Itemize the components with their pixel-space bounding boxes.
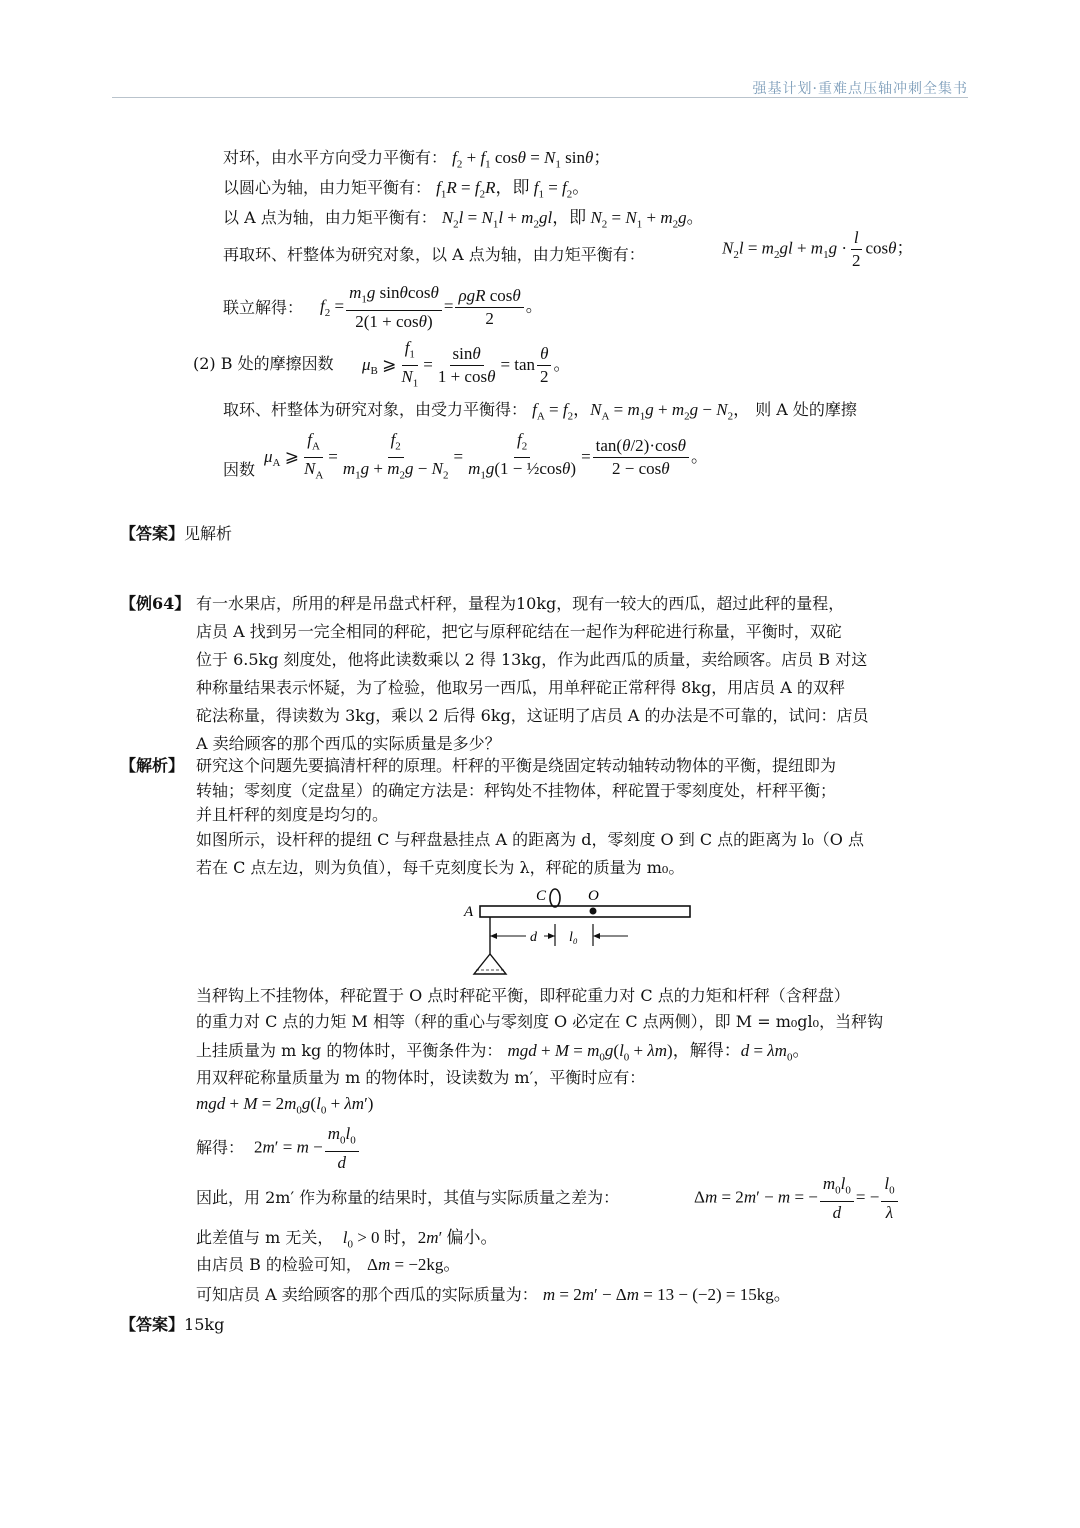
equation-whole-torque: $N_2l = m_2gl + m_1g$ · $\frac{l}{2}$ cosθ；: [722, 228, 914, 270]
equation-torque-A: $N_2l = N_1l + m_2gl$，即 $N_2 = N_1 + m_2g$。: [441, 208, 704, 231]
analysis-line-1: 研究这个问题先要搞清杆秤的原理。杆秤的平衡是绕固定转动轴转动物体的平衡，提纽即为: [196, 756, 837, 775]
label-d: d: [530, 930, 537, 945]
example-line-6: A 卖给顾客的那个西瓜的实际质量是多少？: [196, 734, 501, 753]
label-C: C: [536, 888, 547, 904]
part2-line-2: 取环、杆整体为研究对象，由受力平衡得： $f_A = f_2$，$N_A = m_1g + m_2g - N_2$， 则 A 处的摩擦: [223, 400, 857, 423]
equation-balance-single: mgd + $M = m_0g(l_0 + \lambda m)$，解得：$d = \lambda m_0$。: [507, 1041, 810, 1064]
equation-muB: $\mu_B$ ⩾ $\frac{f_1}{N_1}$ = $\frac{\sin\theta}{1 + \cos\theta}$ = tan $\frac{\theta}{2}$ 。: [362, 338, 571, 390]
equation-solve-m-prime: 2m′ = m − $\frac{m_0l_0}{d}$: [254, 1124, 361, 1173]
analysis-line-12: 此差值与 m 无关， $l_0 > 0$ 时，2m′ 偏小。: [196, 1228, 498, 1251]
lifting-loop-C: [550, 889, 560, 907]
answer-1: 【答案】见解析: [120, 524, 233, 543]
label-O: O: [588, 888, 599, 904]
analysis-line-3: 并且杆秤的刻度是均匀的。: [196, 805, 389, 824]
steelyard-beam: [480, 906, 690, 917]
part2-line-3: 因数: [223, 460, 256, 479]
solution-line-5: 联立解得：: [223, 298, 304, 317]
analysis-line-10: 解得：: [196, 1138, 245, 1157]
example-line-2: 店员 A 找到另一完全相同的秤砣，把它与原秤砣结在一起作为秤砣进行称量，平衡时，双砣: [196, 622, 842, 641]
arrow-head: [593, 933, 600, 939]
analysis-line-11: 因此，用 2m′ 作为称量的结果时，其值与实际质量之差为：: [196, 1188, 620, 1207]
equation-balance-double: mgd + $M = 2m_0g(l_0 + \lambda m')$: [196, 1094, 374, 1117]
analysis-line-13: 由店员 B 的检验可知， Δm = −2kg。: [196, 1255, 461, 1274]
solution-line-1: 对环，由水平方向受力平衡有： $f_2 + f_1$ $\cos\theta = N_1$ sinθ；: [223, 148, 611, 171]
solution-line-2: 以圆心为轴，由力矩平衡有： $f_1R = f_2R$，即 $f_1 = f_2$。: [223, 178, 590, 201]
label-l0: l₀: [569, 930, 578, 945]
answer-2: 【答案】15kg: [120, 1315, 225, 1334]
scale-pan: [474, 954, 506, 974]
equation-delta-m: Δm = 2m′ − m = − $\frac{m_0l_0}{d}$ = − $\frac{l_0}{\lambda}$: [694, 1174, 900, 1223]
example-line-3: 位于 6.5kg 刻度处，他将此读数乘以 2 得 13kg，作为此西瓜的质量，卖给顾客。店员 B 对这: [196, 650, 868, 669]
equation-final-mass: m = 2m′ − Δm = 13 − (−2) = 15kg。: [542, 1285, 791, 1304]
label-A: A: [464, 904, 474, 920]
analysis-line-2: 转轴；零刻度（定盘星）的确定方法是：秤钩处不挂物体，秤砣置于零刻度处，杆秤平衡；: [196, 781, 837, 800]
equation-muA: $\mu_A$ ⩾ $\frac{f_A}{N_A}$ = $\frac{f_2}{m_1g + m_2g - N_2}$ = $\frac{f_2}{m_1g(1 - \frac{1}{2}\cos\theta)}$ = $\frac{\tan(\theta/2)\cdot\cos\theta}{2 - \cos\theta}$ 。: [264, 430, 709, 482]
equation-horizontal-balance: $f_2 + f_1$ $\cos\theta = N_1$ sinθ；: [452, 148, 611, 171]
arrow-head: [490, 933, 497, 939]
arrow-head: [548, 933, 555, 939]
equation-sign-note: $l_0 > 0$ 时，2m′ 偏小。: [342, 1228, 498, 1251]
example-line-4: 种称量结果表示怀疑，为了检验，他取另一西瓜，用单秤砣正常秤得 8kg，用店员 A 的双秤: [196, 678, 845, 697]
solution-line-4: 再取环、杆整体为研究对象，以 A 点为轴，由力矩平衡有：: [223, 245, 645, 264]
solution-line-3: 以 A 点为轴，由力矩平衡有： $N_2l = N_1l + m_2gl$，即 $N_2 = N_1 + m_2g$。: [223, 208, 704, 231]
equation-f2-result: $f_2$ = $\frac{m_1g \sin\theta\cos\theta}{2(1 + \cos\theta)}$ = $\frac{\text{ρgR cosθ}}{2}$ 。: [320, 283, 543, 332]
analysis-line-4: 如图所示，设杆秤的提纽 C 与秤盘悬挂点 A 的距离为 d，零刻度 O 到 C 点的距离为 l₀（O 点: [196, 830, 864, 849]
example-line-5: 砣法称量，得读数为 3kg，乘以 2 后得 6kg，这证明了店员 A 的办法是不可靠的，试问：店员: [196, 706, 869, 725]
steelyard-diagram: [460, 884, 700, 980]
equation-delta-value: Δm = −2kg。: [367, 1255, 461, 1274]
equation-torque-center: $f_1R = f_2R$，即 $f_1 = f_2$。: [436, 178, 590, 201]
running-header: 强基计划·重难点压轴冲刺全集书: [752, 81, 968, 97]
zero-point-O: [590, 908, 597, 915]
analysis-line-6: 当秤钩上不挂物体，秤砣置于 O 点时秤砣平衡，即秤砣重力对 C 点的力矩和杆秤（含秤盘）: [196, 986, 850, 1005]
example-label: 【例64】: [120, 594, 191, 613]
header-rule: [112, 97, 968, 98]
analysis-line-5: 若在 C 点左边，则为负值），每千克刻度长为 λ，秤砣的质量为 m₀。: [196, 858, 685, 877]
analysis-line-9: 用双秤砣称量质量为 m 的物体时，设读数为 m′，平衡时应有：: [196, 1068, 646, 1087]
analysis-line-8: 上挂质量为 m kg 的物体时，平衡条件为： mgd + $M = m_0g(l_0 + \lambda m)$，解得：$d = \lambda m_0$。: [196, 1041, 810, 1064]
equation-force-balance: $f_A = f_2$，$N_A = m_1g + m_2g - N_2$，: [532, 400, 751, 423]
analysis-line-7: 的重力对 C 点的力矩 M 相等（秤的重心与零刻度 O 必定在 C 点两侧），即 M = m₀gl₀，当秤钩: [196, 1012, 884, 1031]
part2-line-1: (2) B 处的摩擦因数: [193, 354, 334, 373]
analysis-label: 【解析】: [120, 756, 185, 775]
analysis-line-14: 可知店员 A 卖给顾客的那个西瓜的实际质量为： m = 2m′ − Δm = 13 − (−2) = 15kg。: [196, 1285, 791, 1304]
example-line-1: 有一水果店，所用的秤是吊盘式杆秤，量程为10kg，现有一较大的西瓜，超过此秤的量程，: [196, 594, 845, 613]
